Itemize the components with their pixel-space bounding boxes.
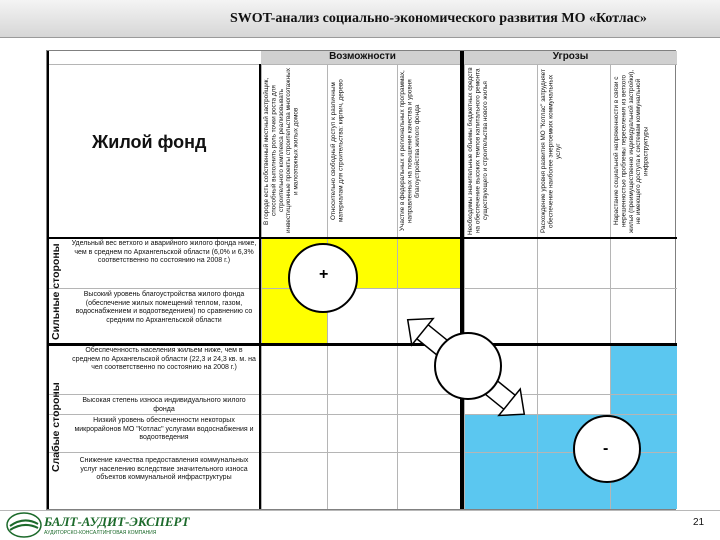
strengths-label: Сильные стороны <box>50 243 62 340</box>
weaknesses-label: Слабые стороны <box>50 382 62 473</box>
opportunity-2: Относительно свободный доступ к различным материалам для строительства: кирпич, дерево <box>330 79 345 223</box>
page-number: 21 <box>693 517 705 528</box>
plus-sign: + <box>319 266 329 283</box>
threats-header: Угрозы <box>464 51 677 64</box>
threat-2: Расхождение уровня развития МО "Котлас" затрудняет обеспечение наиболее энергоемких коммунальных услуг <box>540 69 562 233</box>
weakness-4: Снижение качества предоставления коммунальных услуг населению вследствие значительного износа объектов коммунальной инфраструктуры <box>79 457 249 482</box>
center-circle <box>434 332 502 400</box>
weakness-3: Низкий уровень обеспеченности некоторых микрорайонов МО "Котлас" услугами водоснабжения и водоотведения <box>74 417 254 442</box>
opportunity-3: Участие в федеральных и региональных программах, направленных на повышение качества и уровня благоустройства жилого фонда <box>399 70 421 232</box>
company-name: БАЛТ-АУДИТ-ЭКСПЕРТ <box>44 514 190 529</box>
strength-1: Удельный вес ветхого и аварийного жилого фонда ниже, чем в среднем по Архангельской области (6,0% и 6,3% соответственно по состоянию на 2008 г.) <box>71 240 257 265</box>
threat-1: Необходимы значительные объемы бюджетных средств на обеспечение высоких темпов капитального ремонта существующего и строительства нового жилья <box>467 67 489 235</box>
opportunity-1: В городе есть собственный местный застройщик, способный выполнить роль точки роста для строительного комплекса реализовывать инвестиционные проекты строительства многоэтажных и малоэтажных жилых домов <box>263 68 300 234</box>
minus-sign: - <box>603 440 609 457</box>
strength-2: Высокий уровень благоустройства жилого фонда (обеспечение жилых помещений теплом, газом, водоснабжением и водоотведением) по сравнению со средним по Архангельской области <box>75 291 253 324</box>
matrix-title: Жилой фонд <box>92 132 207 152</box>
footer-divider <box>0 510 720 511</box>
company-logo-icon <box>6 512 42 538</box>
weakness-1: Обеспеченность населения жильем ниже, чем в среднем по Архангельской области (22,3 и 24,3 кв. м. на чел соответственно по состоянию на 2008 г.) <box>72 347 256 372</box>
opportunities-header: Возможности <box>261 51 464 64</box>
company-subtitle: АУДИТОРСКО-КОНСАЛТИНГОВАЯ КОМПАНИЯ <box>44 530 157 536</box>
slide-title: SWOT-анализ социально-экономического развития МО «Котлас» <box>230 11 647 26</box>
weakness-2: Высокая степень износа индивидуального жилого фонда <box>82 397 246 413</box>
threat-3: Нарастание социальной напряженности в связи с нерешенностью проблемы переселения из ветхого жилья (преимущественно индивидуальной застройки), не имеющего доступа к системам коммунальной инфраструктуры <box>613 69 650 233</box>
